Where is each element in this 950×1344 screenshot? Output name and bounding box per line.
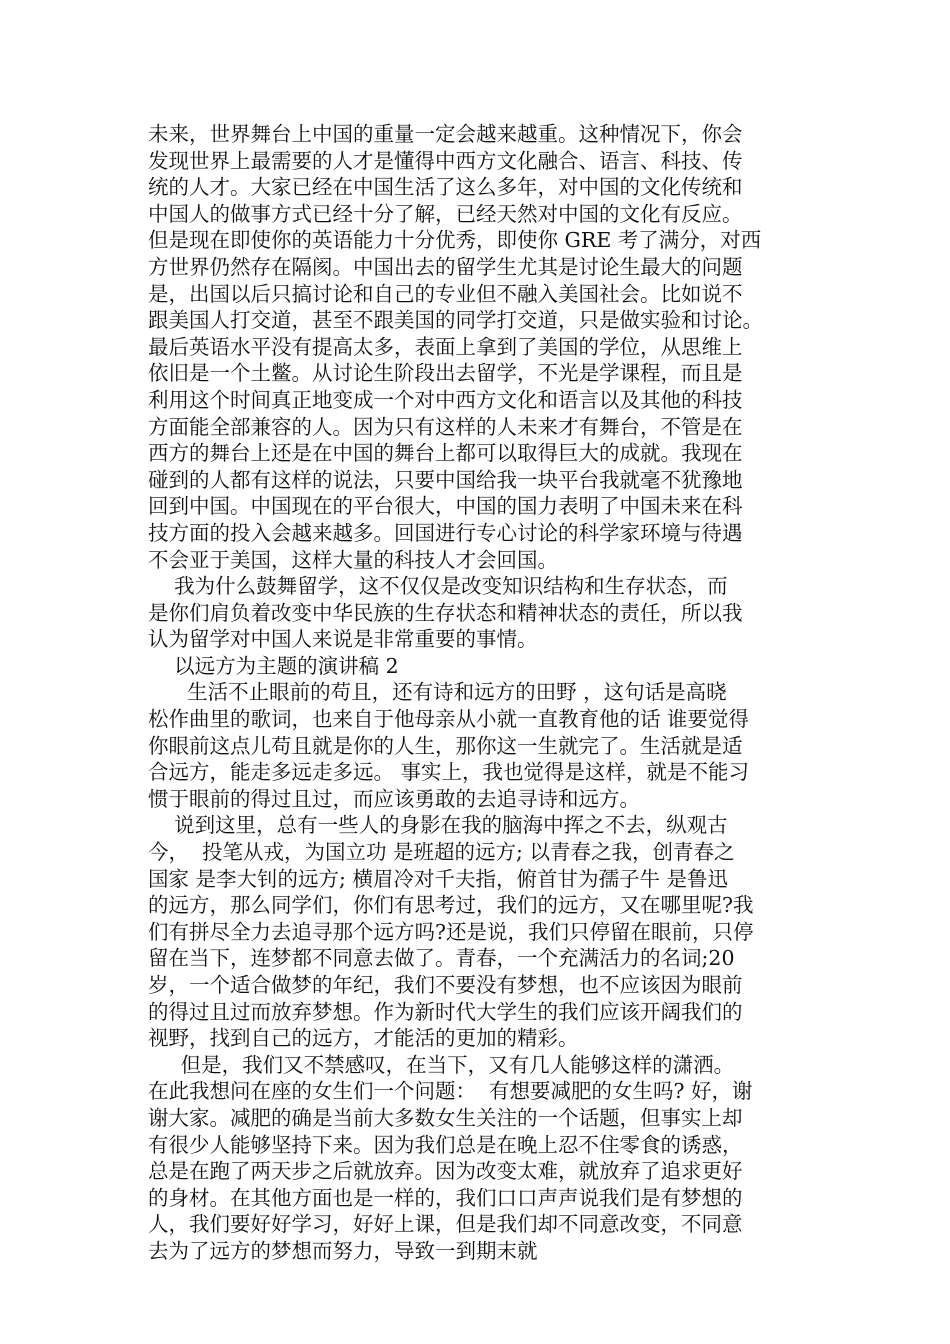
text-line: 松作曲里的歌词，也来自于他母亲从小就一直教育他的话 谁要觉得 (148, 707, 750, 732)
text-line: 的身材。在其他方面也是一样的，我们口口声声说我们是有梦想的 (148, 1185, 743, 1210)
text-line: 我为什么鼓舞留学，这不仅仅是改变知识结构和生存状态，而 (148, 574, 728, 599)
text-line: 的得过且过而放弃梦想。作为新时代大学生的我们应该开阔我们的 (148, 999, 743, 1024)
text-line: 统的人才。大家已经在中国生活了这么多年，对中国的文化传统和 (148, 175, 743, 200)
text-line: 去为了远方的梦想而努力，导致一到期末就 (148, 1238, 538, 1263)
text-line: 是，出国以后只搞讨论和自己的专业但不融入美国社会。比如说不 (148, 281, 743, 306)
text-line: 岁，一个适合做梦的年纪，我们不要没有梦想，也不应该因为眼前 (148, 973, 743, 997)
text-line: 生活不止眼前的苟且，还有诗和远方的田野 ，这句话是高晓 (148, 680, 727, 705)
text-line: 们有拼尽全力去追寻那个远方吗?还是说，我们只停留在眼前，只停 (148, 919, 754, 944)
text-line: 留在当下，连梦都不同意去做了。青春，一个充满活力的名词;20 (148, 946, 735, 971)
text-line: 你眼前这点儿苟且就是你的人生，那你这一生就完了。生活就是适 (148, 733, 743, 758)
text-line: 技方面的投入会越来越多。回国进行专心讨论的科学家环境与待遇 (148, 520, 743, 545)
section-title: 以远方为主题的演讲稿 2 (148, 653, 399, 678)
text-line: 西方的舞台上还是在中国的舞台上都可以取得巨大的成就。我现在 (148, 441, 743, 466)
text-line: 人，我们要好好学习，好好上课，但是我们却不同意改变，不同意 (148, 1212, 743, 1237)
text-line: 方世界仍然存在隔阂。中国出去的留学生尤其是讨论生最大的问题 (148, 254, 743, 279)
text-line: 惯于眼前的得过且过，而应该勇敢的去追寻诗和远方。 (148, 786, 640, 811)
text-line: 未来，世界舞台上中国的重量一定会越来越重。这种情况下，你会 (148, 122, 743, 146)
text-line: 是你们肩负着改变中华民族的生存状态和精神状态的责任，所以我 (148, 600, 743, 625)
text-line: 最后英语水平没有提高太多，表面上拿到了美国的学位，从思维上 (148, 334, 743, 359)
text-line: 视野，找到自己的远方，才能活的更加的精彩。 (148, 1026, 579, 1051)
text-line: 但是现在即使你的英语能力十分优秀，即使你 GRE 考了满分，对西 (148, 228, 762, 253)
text-line: 回到中国。中国现在的平台很大，中国的国力表明了中国未来在科 (148, 494, 743, 519)
text-line: 碰到的人都有这样的说法，只要中国给我一块平台我就毫不犹豫地 (148, 467, 743, 492)
text-line: 中国人的做事方式已经十分了解，已经天然对中国的文化有反应。 (148, 201, 743, 226)
text-line: 总是在跑了两天步之后就放弃。因为改变太难，就放弃了追求更好 (148, 1159, 743, 1184)
text-line: 发现世界上最需要的人才是懂得中西方文化融合、语言、科技、传 (148, 148, 743, 173)
text-line: 合远方，能走多远走多远。 事实上，我也觉得是这样，就是不能习 (148, 760, 750, 785)
text-line: 今， 投笔从戎，为国立功 是班超的远方; 以青春之我，创青春之 (148, 840, 735, 865)
text-line: 在此我想问在座的女生们一个问题： 有想要减肥的女生吗? 好，谢 (148, 1079, 753, 1104)
text-line: 国家 是李大钊的远方; 横眉冷对千夫指，俯首甘为孺子牛 是鲁迅 (148, 866, 728, 891)
text-line: 依旧是一个土鳖。从讨论生阶段出去留学，不光是学课程，而且是 (148, 361, 743, 386)
text-line: 不会亚于美国，这样大量的科技人才会回国。 (148, 547, 558, 572)
text-line: 但是，我们又不禁感叹，在当下，又有几人能够这样的潇洒。 (148, 1052, 735, 1077)
document-body (148, 121, 828, 1265)
text-line: 认为留学对中国人来说是非常重要的事情。 (148, 627, 538, 652)
text-line: 有很少人能够坚持下来。因为我们总是在晚上忍不住零食的诱惑， (148, 1132, 743, 1157)
text-line: 谢大家。减肥的确是当前大多数女生关注的一个话题，但事实上却 (148, 1105, 743, 1130)
text-line: 说到这里，总有一些人的身影在我的脑海中挥之不去，纵观古 (148, 813, 728, 838)
text-line: 利用这个时间真正地变成一个对中西方文化和语言以及其他的科技 (148, 387, 743, 412)
text-line: 方面能全部兼容的人。因为只有这样的人未来才有舞台，不管是在 (148, 414, 743, 439)
text-line: 的远方，那么同学们，你们有思考过，我们的远方，又在哪里呢?我 (148, 893, 754, 918)
text-line: 跟美国人打交道，甚至不跟美国的同学打交道，只是做实验和讨论。 (148, 308, 763, 333)
